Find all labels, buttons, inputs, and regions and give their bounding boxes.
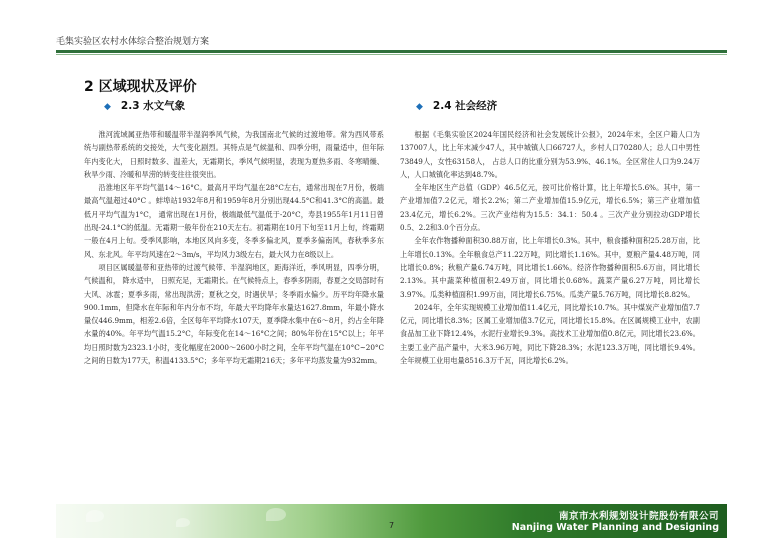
document-header-title: 毛集实验区农村水体综合整治规划方案: [56, 37, 210, 47]
paragraph: 全年农作物播种面积30.88万亩，比上年增长0.3%。其中，粮食播种面积25.28万亩，比上年增长0.13%。全年粮食总产11.22万吨，同比增长1.16%。其中，夏粮产量4.48万吨，同比增长0.8%；秋粮产量6.74万吨，同比增长1.66%。经济作物播种面积5.6万亩，同比增长2.13%。其中蔬菜种植面积2.49万亩，同比增长0.68%。蔬菜产量6.27万吨，同比增长3.97%。瓜类种植面积1.99万亩，同比增长6.75%。瓜类产量5.76万吨，同比增长8.82%。: [400, 236, 700, 299]
diamond-bullet-icon: ◆: [104, 102, 111, 112]
section-title: 2 区域现状及评价: [84, 79, 197, 95]
paragraph: 项目区属暖温带和亚热带的过渡气候带、半湿润地区，距海洋近，季风明显，四季分明，气候温和， 降水适中， 日照充足，无霜期长。在气候特点上，春季多阴雨，春夏之交局部时有大风、冰雹；夏季多雨，常出现洪涝；夏秋之交，时遇伏旱；冬季雨水偏少。历平均年降水量900.1mm，但降水在年际和年内分布不均，年最大平均降年水量达1627.8mm，年最小降水量仅446.9mm，相差2.6倍，全区每年平均降水107天，夏季降水集中在6～8月，约占全年降水量的40%。年平均气温15.2°C，年际变化在14～16°C之间；80%年份在15°C以上；年平均日照时数为2323.1小时，变化幅度在2000～2600小时之间，全年平均气温在10°C~20°C之间的日数为177天，积温4133.5°C；多年平均无霜期216天；多年平均蒸发量为932mm。: [84, 262, 384, 366]
header-divider: [56, 50, 727, 53]
page-number: 7: [388, 521, 395, 530]
header-divider-thin: [56, 54, 727, 55]
right-column: [400, 128, 700, 367]
paragraph: 淮河流域属亚热带和暖温带半湿润季风气候，为我国南北气候的过渡地带。常为西风带系统与副热带系统的交接处，大气变化剧烈。其特点是气候温和、四季分明，雨量适中，但年际年内变化大， 日照时数多、温差大，无霜期长，季风气候明显，表现为夏热多雨、冬寒晴燥、秋旱少雨、冷暖和旱涝的转变往往很突出。: [84, 130, 384, 179]
subsection-heading-text: 2.4 社会经济: [432, 100, 498, 112]
diamond-bullet-icon: ◆: [416, 102, 423, 112]
organization-name-en: Nanjing Water Planning and Designing: [511, 522, 719, 533]
paragraph: 2024年，全年实现规模工业增加值11.4亿元，同比增长10.7%。其中煤炭产业增加值7.7亿元，同比增长8.3%；区属工业增加值3.7亿元，同比增长15.8%。在区属规模工业中，农副食品加工业下降12.4%，水泥行业增长9.3%。高技术工业增加值0.8亿元，同比增长23.6%。主要工业产品产量中，大米3.96万吨，同比下降28.3%；水泥123.3万吨，同比增长9.4%。全年规模工业用电量8516.3万千瓦，同比增长6.2%。: [400, 302, 700, 366]
left-column: [84, 128, 384, 367]
paragraph: 全年地区生产总值（GDP）46.5亿元，按可比价格计算，比上年增长5.6%。其中，第一产业增加值7.2亿元，增长2.2%；第二产业增加值15.9亿元，增长6.5%；第三产业增加值23.4亿元，增长6.2%。三次产业结构为15.5：34.1：50.4 。三次产业分别拉动GDP增长0.5、2.2和3.0个百分点。: [400, 183, 700, 233]
subsection-heading-economy: [416, 98, 497, 113]
subsection-heading-text: 2.3 水文气象: [120, 100, 186, 112]
paragraph: 沿淮地区年平均气温14～16°C。最高月平均气温在28°C左右，通常出现在7月份，极端最高气温超过40°C 。蚌埠站1932年8月和1959年8月分别出现44.5°C和41.3°C的高温。最低月平均气温为1°C， 通常出现在1月份，极端最低气温低于-20°C，寿县1955年1月11日曾出现-24.1°C的低温。无霜期一般年份在210天左右。初霜期在10月下旬至11月上旬，终霜期一般在4月上旬。受季风影响，本地区风向多变，冬季多偏北风，夏季多偏南风，春秋季多东风、东北风。年平均风速在2～3m/s，平均风力3级左右，最大风力在8级以上。: [84, 183, 384, 259]
leaf-decoration-icon: [266, 508, 286, 521]
subsection-heading-hydrology: [104, 98, 185, 113]
organization-name-cn: 南京市水利规划设计院股份有限公司: [558, 511, 719, 522]
paragraph: 根据《毛集实验区2024年国民经济和社会发展统计公报》，2024年末，全区户籍人口为137007人，比上年末减少47人，其中城镇人口66727人，乡村人口70280人；总人口中男性73849人，女性63158人， 占总人口的比重分别为53.9%、46.1%。全区常住人口为9.24万人，人口城镇化率达到48.7%。: [400, 130, 700, 179]
